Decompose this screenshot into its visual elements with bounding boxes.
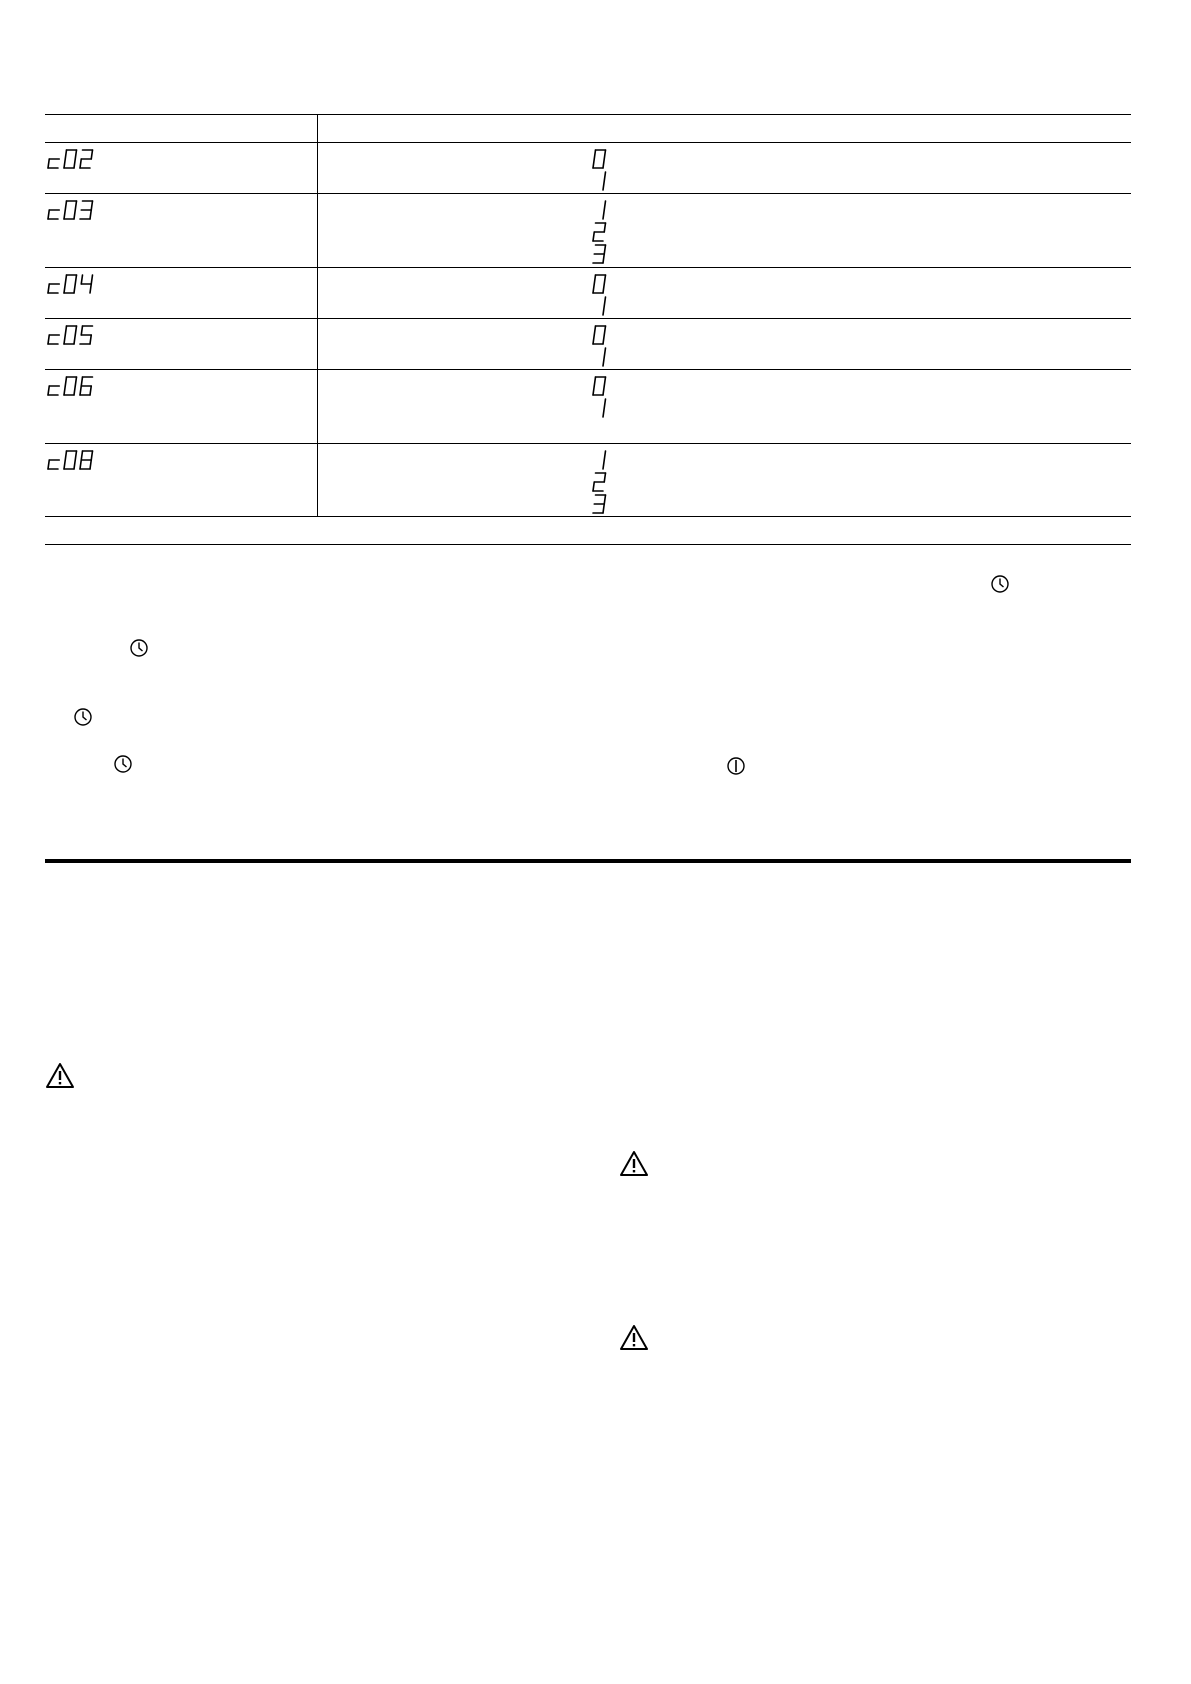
setting-value-glyph: [592, 346, 613, 368]
table-row-rule: [45, 369, 1131, 370]
setting-value-glyph: [592, 375, 613, 397]
setting-value-glyph: [592, 295, 613, 317]
setting-code: [47, 148, 100, 170]
clock-icon: [129, 638, 149, 658]
setting-code-glyph: [47, 324, 100, 346]
power-icon: [726, 756, 746, 776]
clock-icon: [73, 707, 93, 727]
setting-value: [592, 493, 613, 515]
setting-value: [592, 449, 613, 471]
setting-value-glyph: [592, 397, 613, 419]
setting-code: [47, 375, 100, 397]
table-row-rule: [45, 193, 1131, 194]
warning-triangle-icon: [45, 1062, 75, 1089]
setting-value: [592, 148, 613, 170]
setting-value-glyph: [592, 199, 613, 221]
setting-value: [592, 295, 613, 317]
table-header-rule: [45, 142, 1131, 143]
setting-code-glyph: [47, 148, 100, 170]
clock-icon: [990, 574, 1010, 594]
setting-code: [47, 199, 100, 221]
setting-value-glyph: [592, 449, 613, 471]
table-row-rule: [45, 443, 1131, 444]
clock-icon: [113, 754, 133, 774]
setting-value: [592, 324, 613, 346]
setting-value: [592, 243, 613, 265]
setting-value: [592, 199, 613, 221]
setting-code: [47, 449, 100, 471]
setting-value-glyph: [592, 273, 613, 295]
setting-code: [47, 324, 100, 346]
setting-value-glyph: [592, 243, 613, 265]
setting-value-glyph: [592, 324, 613, 346]
setting-code-glyph: [47, 199, 100, 221]
table-top-rule: [45, 114, 1131, 115]
setting-value-glyph: [592, 170, 613, 192]
warning-triangle-icon: [619, 1150, 649, 1177]
setting-value-glyph: [592, 493, 613, 515]
table-row-rule: [45, 318, 1131, 319]
table-row-rule: [45, 267, 1131, 268]
warning-triangle-icon: [619, 1324, 649, 1351]
setting-value-glyph: [592, 148, 613, 170]
table-row-rule: [45, 516, 1131, 517]
setting-value-glyph: [592, 221, 613, 243]
setting-code: [47, 273, 100, 295]
section-divider: [45, 859, 1131, 863]
setting-value: [592, 346, 613, 368]
setting-value-glyph: [592, 471, 613, 493]
setting-value: [592, 273, 613, 295]
table-bottom-rule: [45, 544, 1131, 545]
setting-code-glyph: [47, 449, 100, 471]
setting-value: [592, 170, 613, 192]
setting-value: [592, 397, 613, 419]
setting-value: [592, 471, 613, 493]
table-column-divider: [317, 114, 318, 516]
setting-value: [592, 221, 613, 243]
setting-code-glyph: [47, 375, 100, 397]
setting-code-glyph: [47, 273, 100, 295]
setting-value: [592, 375, 613, 397]
